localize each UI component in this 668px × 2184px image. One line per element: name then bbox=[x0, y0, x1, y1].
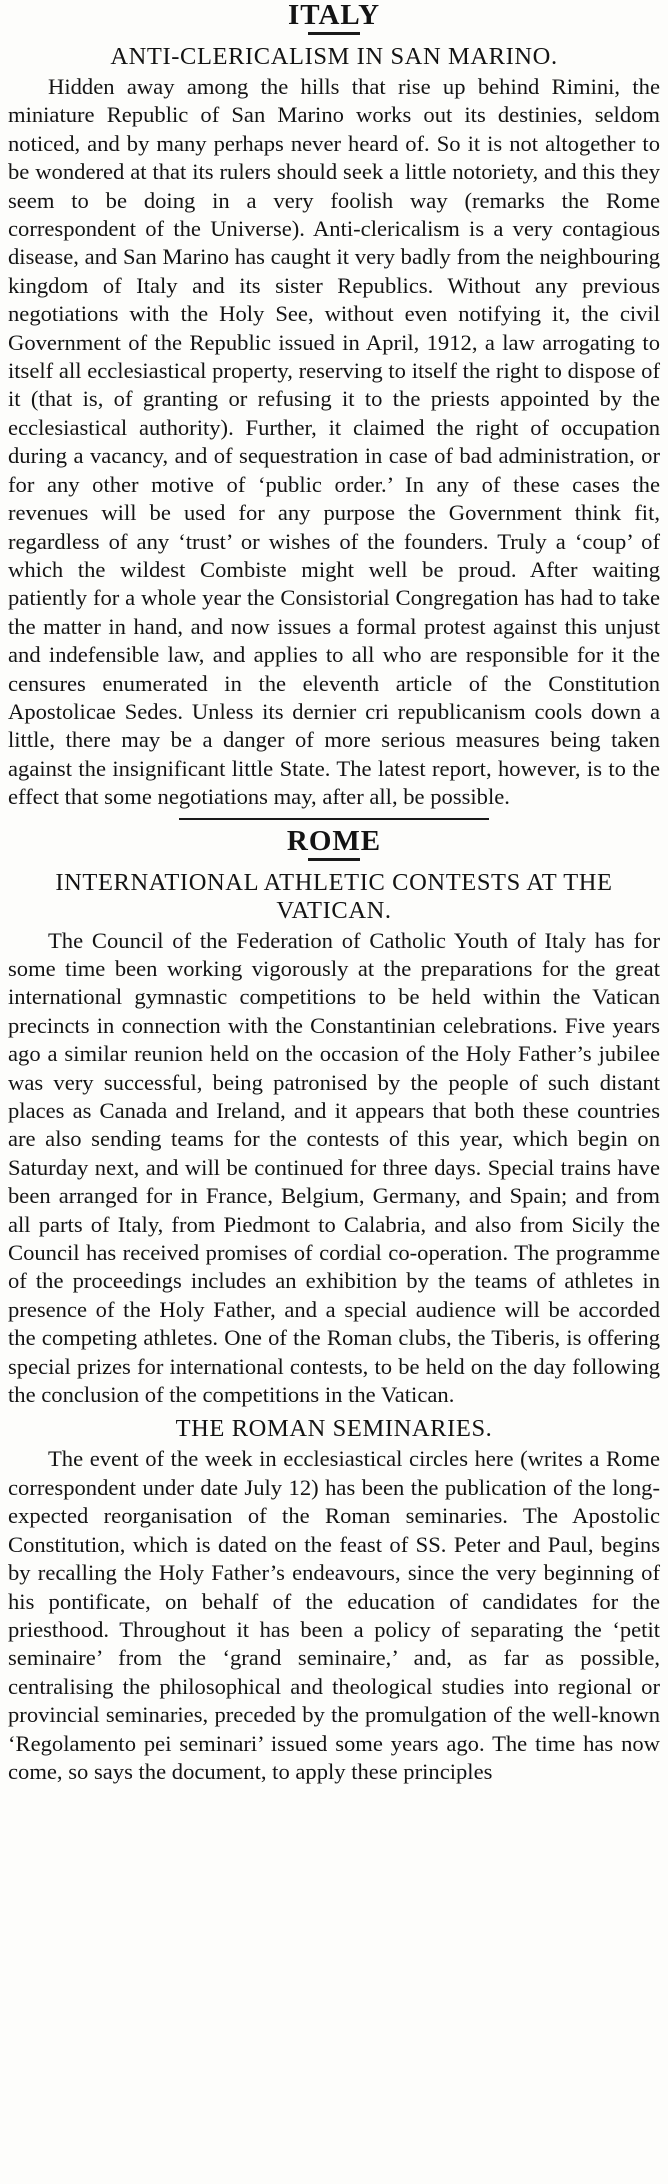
article-title: THE ROMAN SEMINARIES. bbox=[175, 1415, 493, 1443]
article-roman-seminaries bbox=[8, 1415, 660, 1786]
heading-rule bbox=[308, 32, 360, 35]
section-divider bbox=[179, 818, 489, 820]
article-title: INTERNATIONAL ATHLETIC CONTESTS AT THE VATICAN. bbox=[55, 868, 613, 924]
section-heading-italy: ITALY bbox=[287, 0, 381, 31]
article-title: ANTI-CLERICALISM IN SAN MARINO. bbox=[110, 43, 558, 70]
section-heading-rome: ROME bbox=[286, 824, 382, 857]
article-body: Hidden away among the hills that rise up behind Rimini, the miniature Republic of San Marino works out its destinies, seldom noticed, and by many perhaps never heard of. So it is not altogether to be wondered at that its rulers should seek a little notoriety, and this they seem to be doing in a very foolish way (remarks the Rome correspondent of the Universe). Anti-clericalism is a very contagious disease, and San Marino has caught it very badly from the neighbouring kingdom of Italy and its sister Republics. Without any previous negotiations with the Holy See, without even notifying it, the civil Government of the Republic issued in April, 1912, a law arrogating to itself all ecclesiastical property, reserving to itself the right to dispose of it (that is, of granting or refusing it to the priests appointed by the ecclesiastical authority). Further, it claimed the right of occupation during a vacancy, and of sequestration in case of bad administration, or for any other motive of ‘public order.’ In any of these cases the revenues will be used for any purpose the Government think fit, regardless of any ‘trust’ or wishes of the founders. Truly a ‘coup’ of which the wildest Combiste might well be proud. After waiting patiently for a whole year the Consistorial Congregation has had to take the matter in hand, and now issues a formal protest against this unjust and indefensible law, and applies to all who are responsible for it the censures enumerated in the eleventh article of the Constitution Apostolicae Sedes. Unless its dernier cri republicanism cools down a little, there may be a danger of more serious measures being taken against the insignificant little State. The latest report, however, is to the effect that some negotiations may, after all, be possible. bbox=[8, 74, 660, 810]
article-body: The Council of the Federation of Catholic Youth of Italy has for some time been working vigorously at the preparations for the great international gymnastic competitions to be held within the Vatican precincts in connection with the Constantinian celebrations. Five years ago a similar reunion held on the occasion of the Holy Father’s jubilee was very successful, being patronised by the people of such distant places as Canada and Ireland, and it appears that both these countries are also sending teams for the contests of this year, which begin on Saturday next, and will be continued for three days. Special trains have been arranged for in France, Belgium, Germany, and Spain; and from all parts of Italy, from Piedmont to Calabria, and also from Sicily the Council has received promises of cordial co-operation. The programme of the proceedings includes an exhibition by the teams of athletes in presence of the Holy Father, and a special audience will be accorded the competing athletes. One of the Roman clubs, the Tiberis, is offering special prizes for international contests, to be held on the day following the conclusion of the competitions in the Vatican. bbox=[8, 927, 660, 1408]
article-san-marino bbox=[8, 43, 660, 812]
article-athletic-contests bbox=[8, 869, 660, 1410]
heading-rule bbox=[308, 858, 360, 861]
article-body: The event of the week in ecclesiastical circles here (writes a Rome correspondent under date July 12) has been the publication of the long-expected reorganisation of the Roman seminaries. The Apostolic Constitution, which is dated on the feast of SS. Peter and Paul, begins by recalling the Holy Father’s endeavours, since the very beginning of his pontificate, on behalf of the education of candidates for the priesthood. Throughout it has been a policy of separating the ‘petit seminaire’ from the ‘grand seminaire,’ and, as far as possible, centralising the philosophical and theological studies into regional or provincial seminaries, preceded by the promulgation of the well-known ‘Regolamento pei seminari’ issued some years ago. The time has now come, so says the document, to apply these principles bbox=[8, 1446, 660, 1784]
